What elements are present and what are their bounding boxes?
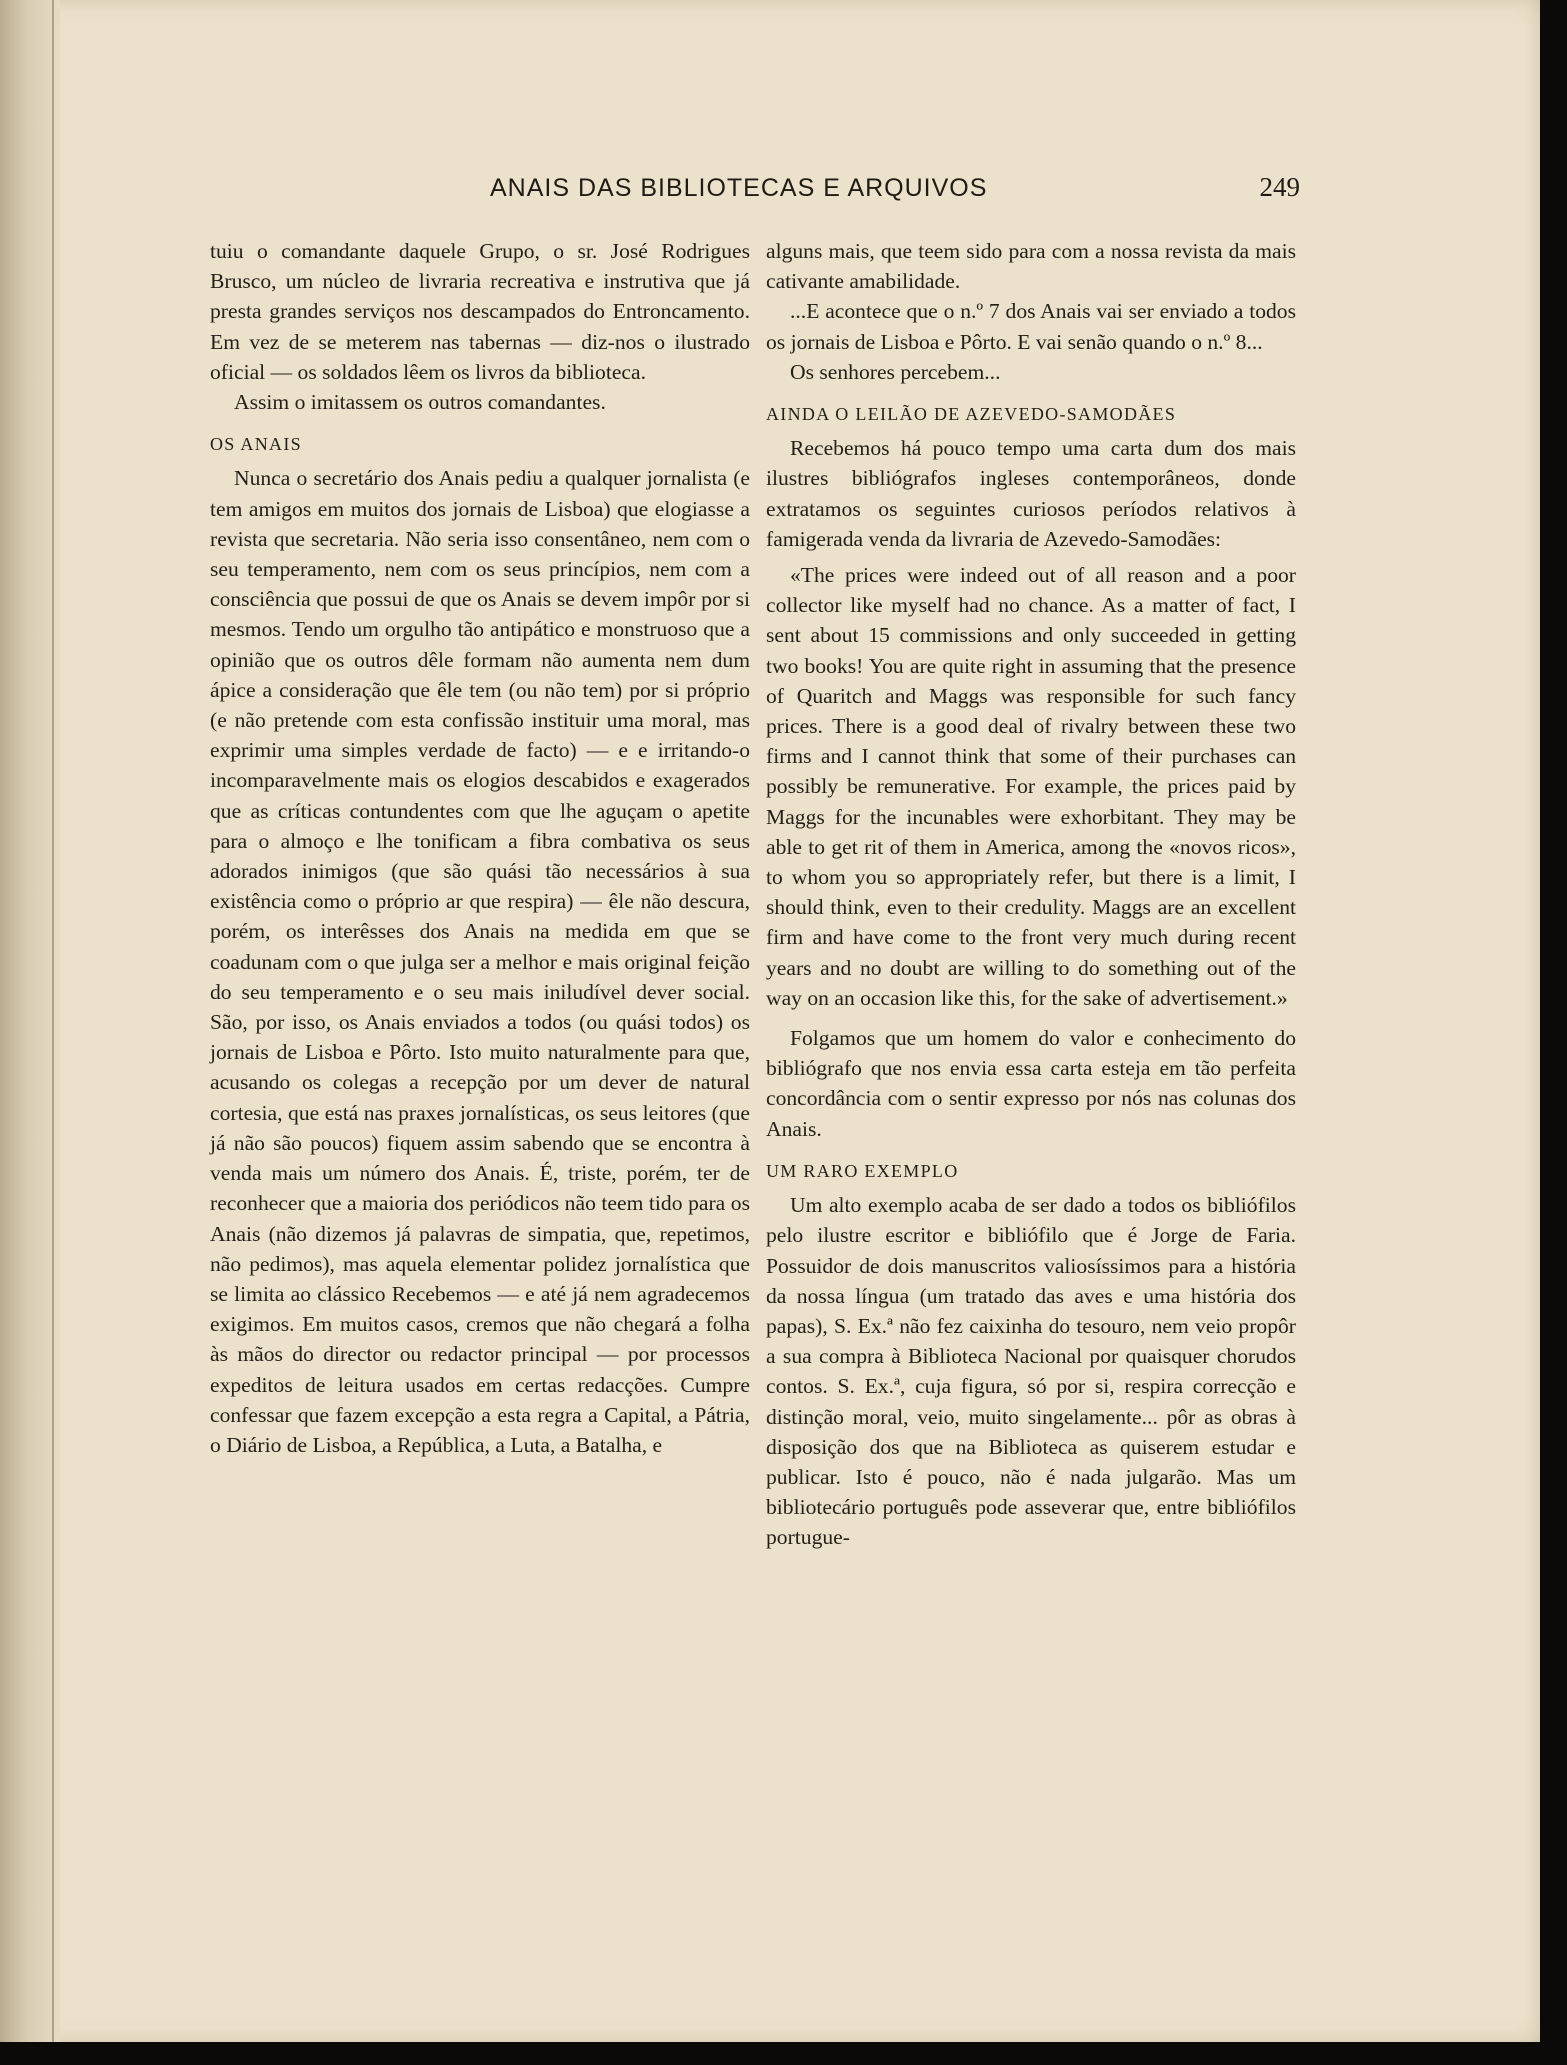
quoted-letter: «The prices were indeed out of all reason and a poor collector like myself had no chance. As a matter of fact, I sent about 15 commissions and only succeeded in getting two books! You are quite right in assuming that the presence of Quaritch and Maggs was responsible for such fancy prices. There is a good deal of rivalry between these two firms and I cannot think that some of their purchases can possibly be remunerative. For example, the prices paid by Maggs for the incunables were exhorbitant. They may be able to get rit of them in America, among the «novos ricos», to whom you so appropriately refer, but there is a limit, I should think, even to their credulity. Maggs are an excellent firm and have come to the front very much during recent years and no doubt are willing to do something out of the way on an occasion like this, for the sake of advertisement.» [766, 563, 1296, 1010]
right-column [766, 236, 1296, 1553]
running-title: ANAIS DAS BIBLIOTECAS E ARQUIVOS [490, 174, 988, 202]
book-gutter [0, 0, 60, 2042]
section-heading: AINDA O LEILÃO DE AZEVEDO-SAMODÃES [766, 404, 1177, 425]
paragraph: Folgamos que um homem do valor e conhecimento do bibliógrafo que nos envia essa carta esteja em tão perfeita concordância com o sentir expresso por nós nas colunas dos Anais. [766, 1026, 1296, 1141]
section-heading: OS ANAIS [210, 434, 302, 455]
paragraph: Recebemos há pouco tempo uma carta dum dos mais ilustres bibliógrafos ingleses contemporâneos, donde extratamos os seguintes curiosos períodos relativos à famigerada venda da livraria de Azevedo-Samodães: [766, 436, 1296, 551]
gutter-fold [52, 0, 54, 2042]
page-number: 249 [1259, 172, 1300, 202]
paragraph: tuiu o comandante daquele Grupo, o sr. José Rodrigues Brusco, um núcleo de livraria recreativa e instrutiva que já presta grandes serviços nos descampados do Entroncamento. Em vez de se meterem nas tabernas — diz-nos o ilustrado oficial — os soldados lêem os livros da biblioteca. [210, 239, 750, 384]
paragraph: ...E acontece que o n.º 7 dos Anais vai ser enviado a todos os jornais de Lisboa e Pôrto. E vai senão quando o n.º 8... [766, 299, 1296, 354]
section-heading: UM RARO EXEMPLO [766, 1160, 959, 1181]
page-header [210, 170, 1300, 210]
paragraph: Assim o imitassem os outros comandantes. [234, 390, 606, 415]
paragraph: alguns mais, que teem sido para com a nossa revista da mais cativante amabilidade. [766, 239, 1296, 294]
paragraph: Nunca o secretário dos Anais pediu a qualquer jornalista (e tem amigos em muitos dos jornais de Lisboa) que elogiasse a revista que secretaria. Não seria isso consentâneo, nem com o seu temperamento, nem com os seus princípios, nem com a consciência que possui de que os Anais se devem impôr por si mesmos. Tendo um orgulho tão antipático e monstruoso que a opinião que os outros dêle formam não aumenta nem dum ápice a consideração que êle tem (ou não tem) por si próprio (e não pretende com esta confissão instituir uma moral, mas exprimir uma simples verdade de facto) — e e irritando-o incomparavelmente mais os elogios descabidos e exagerados que as críticas contundentes com que lhe aguçam o apetite para o almoço e lhe tonificam a fibra combativa os seus adorados inimigos (que são quási tão necessários à sua existência como o próprio ar que respira) — êle não descura, porém, os interêsses dos Anais na medida em que se coadunam com o que julga ser a melhor e mais original feição do seu temperamento e o seu mais iniludível dever social. São, por isso, os Anais enviados a todos (ou quási todos) os jornais de Lisboa e Pôrto. Isto muito naturalmente para que, acusando os colegas a recepção por um dever de natural cortesia, que está nas praxes jornalísticas, os seus leitores (que já não são poucos) fiquem assim sabendo que se encontra à venda mais um número dos Anais. É, triste, porém, ter de reconhecer que a maioria dos periódicos não teem tido para os Anais (não dizemos já palavras de simpatia, que, repetimos, não pedimos), mas aquela elementar polidez jornalística que se limita ao clássico Recebemos — e até já nem agradecemos exigimos. Em muitos casos, cremos que não chegará a folha às mãos do director ou redactor principal — por processos expeditos de leitura usados em certas redacções. Cumpre confessar que fazem excepção a esta regra a Capital, a Pátria, o Diário de Lisboa, a República, a Luta, a Batalha, e [210, 466, 750, 1457]
paragraph: Um alto exemplo acaba de ser dado a todos os bibliófilos pelo ilustre escritor e bibliófilo que é Jorge de Faria. Possuidor de dois manuscritos valiosíssimos para a história da nossa língua (um tratado das aves e uma história dos papas), S. Ex.ª não fez caixinha do tesouro, nem veio propôr a sua compra à Biblioteca Nacional por quaisquer chorudos contos. S. Ex.ª, cuja figura, só por si, respira correcção e distinção moral, veio, muito singelamente... pôr as obras à disposição dos que na Biblioteca as quiserem estudar e publicar. Isto é pouco, não é nada julgarão. Mas um bibliotecário português pode asseverar que, entre bibliófilos portugue- [766, 1193, 1296, 1550]
paragraph: Os senhores percebem... [790, 359, 1001, 384]
left-column [210, 236, 750, 1460]
